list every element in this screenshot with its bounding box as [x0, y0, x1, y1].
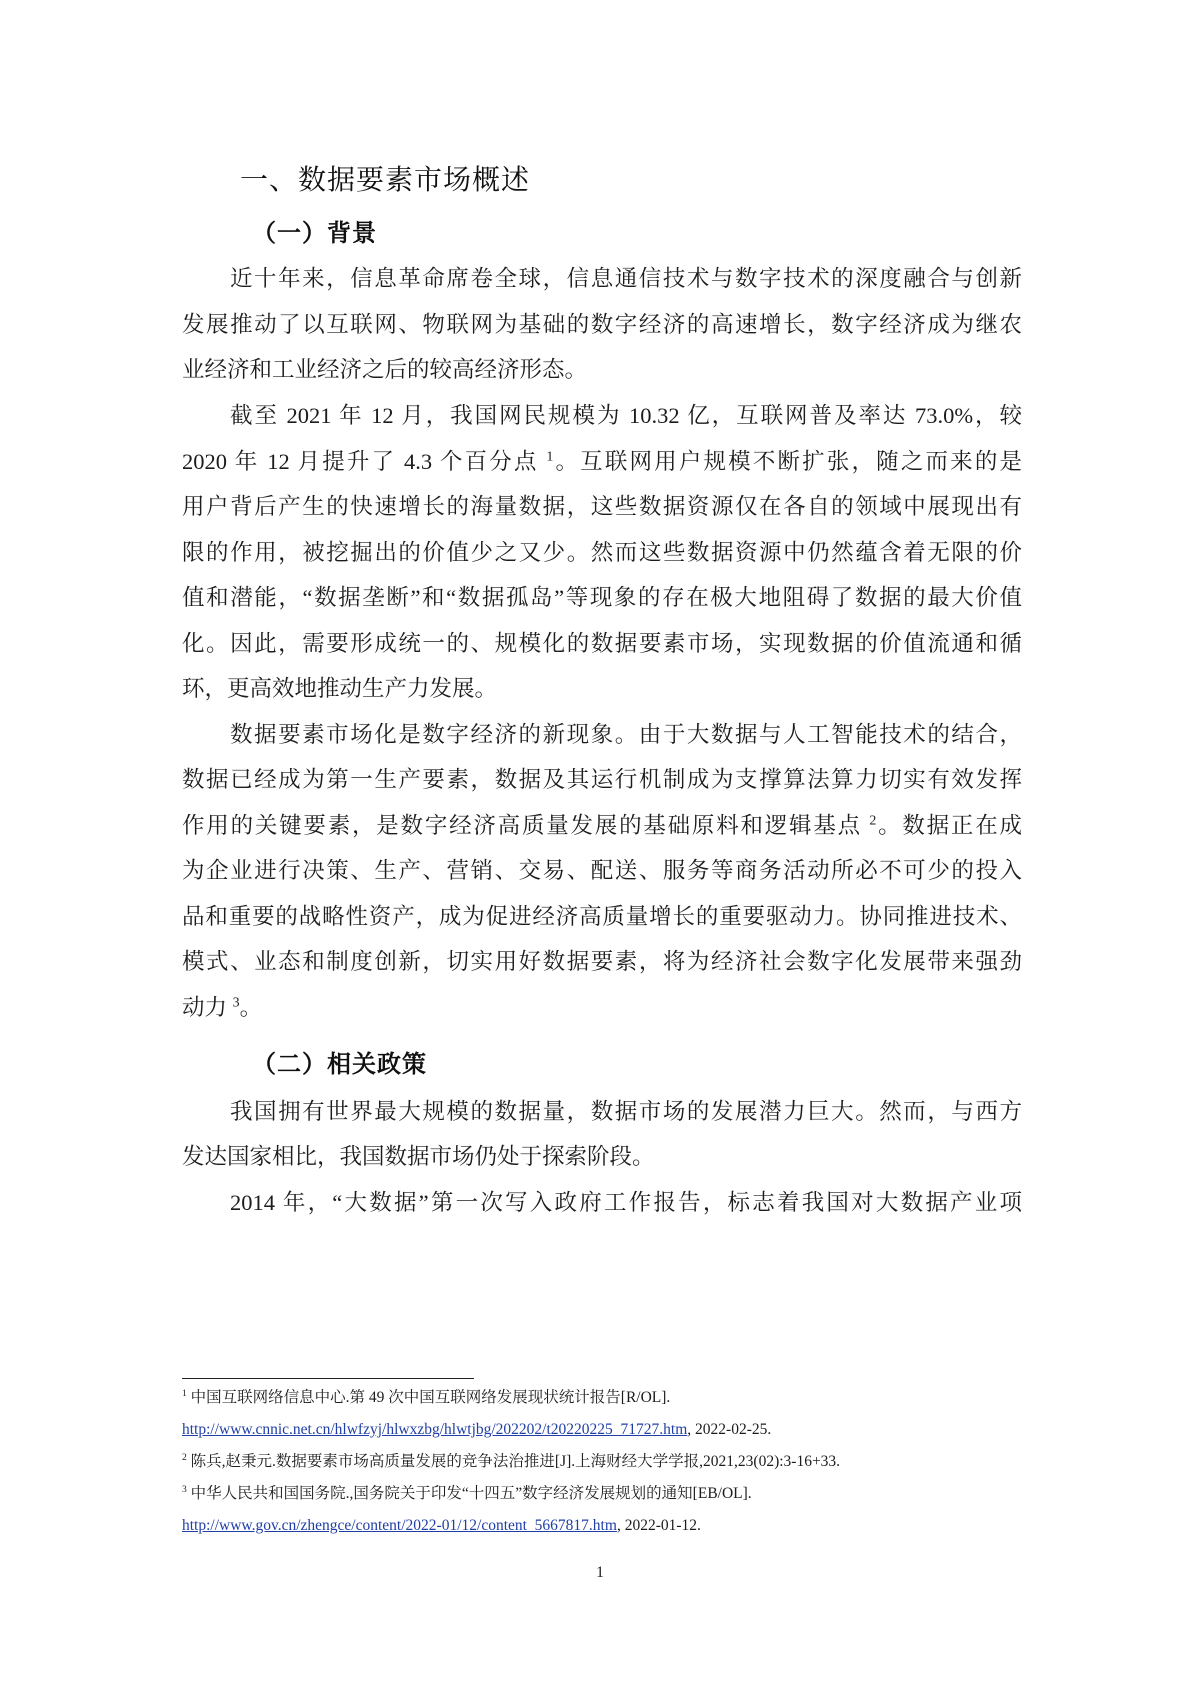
body-line: 化。因此，需要形成统一的、规模化的数据要素市场，实现数据的价值流通和循: [182, 631, 1022, 656]
body-line: 发展推动了以互联网、物联网为基础的数字经济的高速增长，数字经济成为继农: [182, 312, 1022, 337]
body-line: 2014 年，“大数据”第一次写入政府工作报告，标志着我国对大数据产业项: [230, 1190, 1022, 1215]
body-line: 截至 2021 年 12 月，我国网民规模为 10.32 亿，互联网普及率达 73.0%，较: [230, 403, 1022, 428]
footnote-3-link[interactable]: http://www.gov.cn/zhengce/content/2022-01/12/content_5667817.htm: [182, 1517, 617, 1534]
body-line: 数据要素市场化是数字经济的新现象。由于大数据与人工智能技术的结合，: [230, 722, 1022, 747]
page-number: 1: [596, 1564, 604, 1581]
footnote-ref-2[interactable]: 2: [869, 813, 877, 829]
footnote-1-link[interactable]: http://www.cnnic.net.cn/hlwfzyj/hlwxzbg/hlwtjbg/202202/t20220225_71727.htm: [182, 1421, 688, 1438]
body-line: 模式、业态和制度创新，切实用好数据要素，将为经济社会数字化发展带来强劲: [182, 949, 1022, 974]
footnote-1-link-line: http://www.cnnic.net.cn/hlwfzyj/hlwxzbg/hlwtjbg/202202/t20220225_71727.htm, 2022-02-25.: [182, 1421, 772, 1438]
body-line: 环，更高效地推动生产力发展。: [182, 676, 498, 701]
footnote-3: $^3$ 中华人民共和国国务院.,国务院关于印发“十四五”数字经济发展规划的通知[EB/OL].: [182, 1483, 752, 1502]
body-line: 数据已经成为第一生产要素，数据及其运行机制成为支撑算法算力切实有效发挥: [182, 767, 1022, 792]
body-line: 限的作用，被挖掘出的价值少之又少。然而这些数据资源中仍然蕴含着无限的价: [182, 540, 1022, 565]
body-line: 值和潜能，“数据垄断”和“数据孤岛”等现象的存在极大地阻碍了数据的最大价值: [182, 585, 1022, 610]
footnote-ref-3[interactable]: 3: [232, 995, 240, 1011]
footnote-1: $^1$ 中国互联网络信息中心.第 49 次中国互联网络发展现状统计报告[R/OL].: [182, 1387, 671, 1406]
footnote-3-link-line: http://www.gov.cn/zhengce/content/2022-01/12/content_5667817.htm, 2022-01-12.: [182, 1517, 701, 1534]
body-line: 我国拥有世界最大规模的数据量，数据市场的发展潜力巨大。然而，与西方: [230, 1099, 1022, 1124]
body-line: 作用的关键要素，是数字经济高质量发展的基础原料和逻辑基点 $^2$。数据正在成: [182, 813, 1022, 838]
body-line: 发达国家相比，我国数据市场仍处于探索阶段。: [182, 1144, 655, 1169]
footnote-2: $^2$ 陈兵,赵秉元.数据要素市场高质量发展的竞争法治推进[J].上海财经大学学报,2021,23(02):3-16+33.: [182, 1451, 841, 1470]
section-title: 一、数据要素市场概述: [240, 163, 531, 196]
body-line: 业经济和工业经济之后的较高经济形态。: [182, 357, 588, 382]
body-line: 为企业进行决策、生产、营销、交易、配送、服务等商务活动所必不可少的投入: [182, 858, 1022, 883]
body-line: 近十年来，信息革命席卷全球，信息通信技术与数字技术的深度融合与创新: [230, 266, 1022, 291]
subsection-title-background: （一）背景: [252, 219, 377, 247]
subsection-title-policy: （二）相关政策: [252, 1050, 427, 1078]
body-line: 用户背后产生的快速增长的海量数据，这些数据资源仅在各自的领域中展现出有: [182, 494, 1022, 519]
body-line: 动力 $^3$。: [182, 995, 263, 1020]
footnote-ref-1[interactable]: 1: [546, 449, 554, 465]
body-line: 品和重要的战略性资产，成为促进经济高质量增长的重要驱动力。协同推进技术、: [182, 904, 1022, 929]
footnote-separator: [182, 1378, 474, 1379]
body-line: 2020 年 12 月提升了 4.3 个百分点 $^1$。互联网用户规模不断扩张，随之而来的是: [182, 449, 1022, 474]
